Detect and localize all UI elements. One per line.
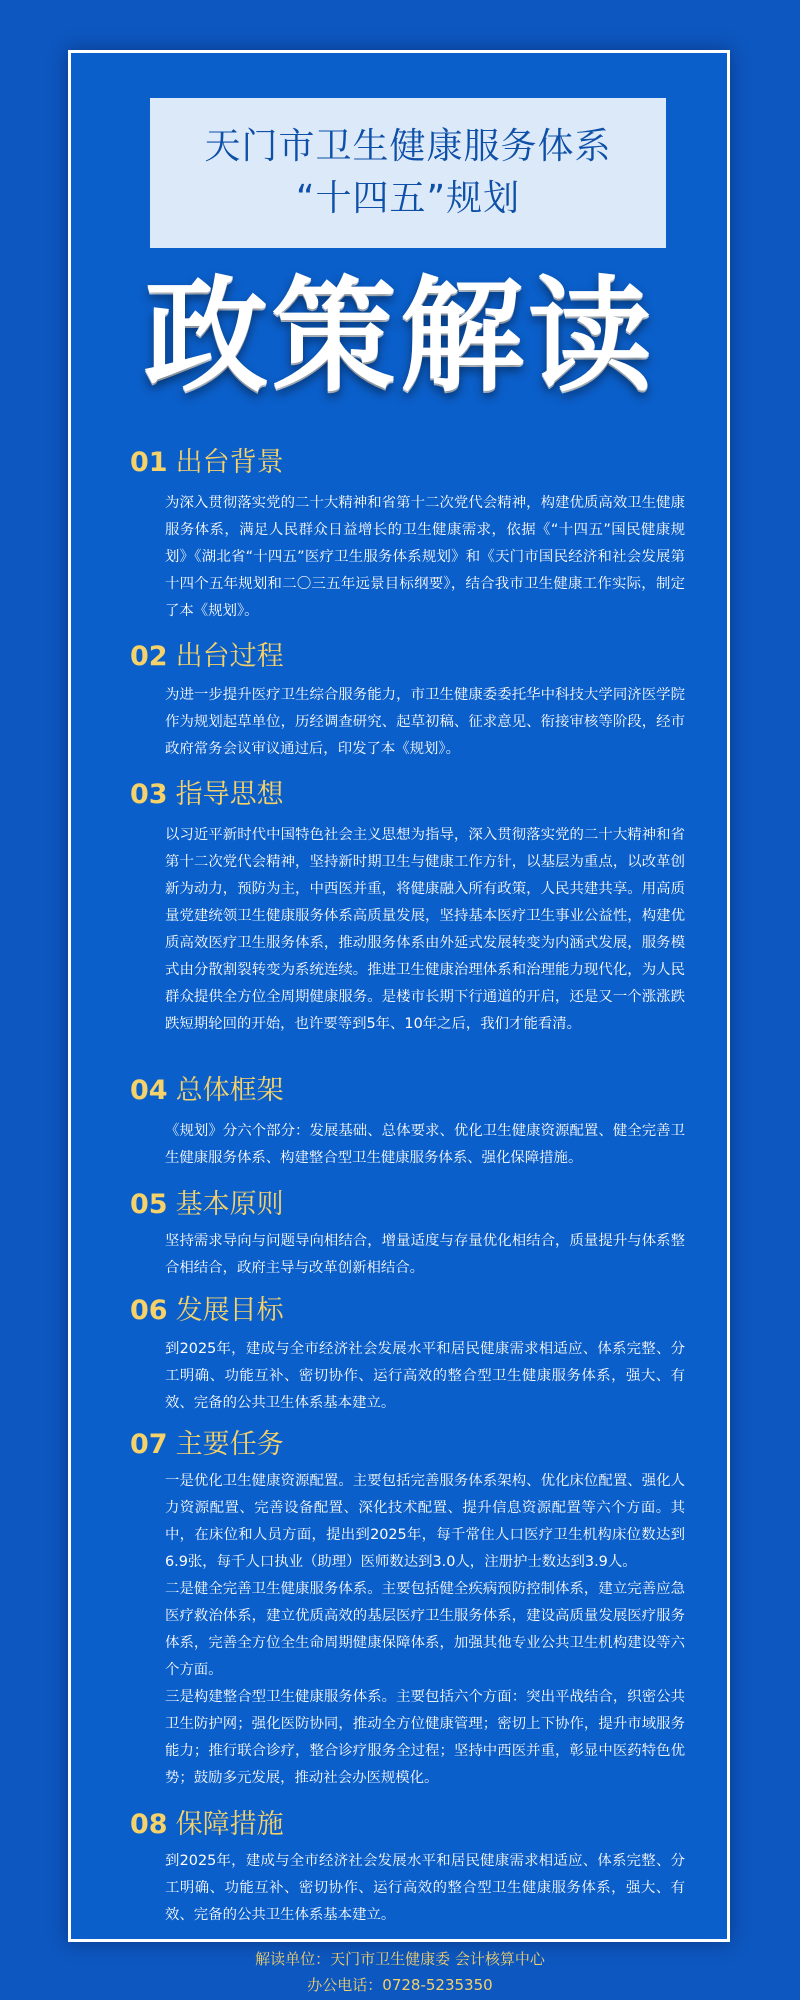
section-body-08 [165,1848,685,1929]
section-paragraph: 三是构建整合型卫生健康服务体系。主要包括六个方面：突出平战结合，织密公共卫生防护网；强化医防协同，推动全方位健康管理；密切上下协作，提升市域服务能力；推行联合诊疗，整合诊疗服务全过程；坚持中西医并重，彰显中医药特色优势；鼓励多元发展，推动社会办医规模化。 [165,1689,685,1786]
section-heading-01 [130,446,284,480]
section-paragraph: 坚持需求导向与问题导向相结合，增量适度与存量优化相结合，质量提升与体系整合相结合，政府主导与改革创新相结合。 [165,1233,685,1276]
section-title: 出台过程 [175,641,284,672]
section-title: 总体框架 [175,1075,284,1106]
section-heading-08 [130,1808,284,1842]
section-paragraph: 到2025年，建成与全市经济社会发展水平和居民健康需求相适应、体系完整、分工明确、功能互补、密切协作、运行高效的整合型卫生健康服务体系，强大、有效、完备的公共卫生体系基本建立。 [165,1853,685,1923]
section-number: 05 [130,1189,168,1220]
section-title: 指导思想 [175,779,284,810]
section-heading-07 [130,1428,284,1462]
section-body-06 [165,1336,685,1417]
section-heading-03 [130,778,284,812]
section-heading-05 [130,1188,284,1222]
section-body-04 [165,1118,685,1172]
section-number: 06 [130,1295,168,1326]
title-line-1: 天门市卫生健康服务体系 [204,126,612,167]
section-title: 主要任务 [175,1429,284,1460]
footer-unit: 解读单位：天门市卫生健康委 会计核算中心 [255,1950,545,1968]
section-paragraph: 《规划》分六个部分：发展基础、总体要求、优化卫生健康资源配置、健全完善卫生健康服务体系、构建整合型卫生健康服务体系、强化保障措施。 [165,1123,685,1166]
section-number: 02 [130,641,168,672]
section-heading-02 [130,640,284,674]
section-title: 保障措施 [175,1809,284,1840]
section-paragraph: 为深入贯彻落实党的二十大精神和省第十二次党代会精神，构建优质高效卫生健康服务体系，满足人民群众日益增长的卫生健康需求，依据《“十四五”国民健康规划》《湖北省“十四五”医疗卫生服务体系规划》和《天门市国民经济和社会发展第十四个五年规划和二〇三五年远景目标纲要》，结合我市卫生健康工作实际，制定了本《规划》。 [165,495,685,619]
section-number: 03 [130,779,168,810]
title-line-2: “十四五”规划 [295,178,521,219]
section-number: 01 [130,447,168,478]
section-heading-06 [130,1294,284,1328]
section-title: 出台背景 [175,447,284,478]
section-heading-04 [130,1074,284,1108]
section-paragraph: 为进一步提升医疗卫生综合服务能力，市卫生健康委委托华中科技大学同济医学院作为规划起草单位，历经调查研究、起草初稿、征求意见、衔接审核等阶段，经市政府常务会议审议通过后，印发了本《规划》。 [165,687,685,757]
section-paragraph: 以习近平新时代中国特色社会主义思想为指导，深入贯彻落实党的二十大精神和省第十二次党代会精神，坚持新时期卫生与健康工作方针，以基层为重点，以改革创新为动力，预防为主，中西医并重，将健康融入所有政策，人民共建共享。用高质量党建统领卫生健康服务体系高质量发展，坚持基本医疗卫生事业公益性，构建优质高效医疗卫生服务体系，推动服务体系由外延式发展转变为内涵式发展，服务模式由分散割裂转变为系统连续。推进卫生健康治理体系和治理能力现代化，为人民群众提供全方位全周期健康服务。是楼市长期下行通道的开启，还是又一个涨涨跌跌短期轮回的开始，也许要等到5年、10年之后，我们才能看清。 [165,827,685,1032]
footer [0,1946,800,1998]
section-paragraph: 一是优化卫生健康资源配置。主要包括完善服务体系架构、优化床位配置、强化人力资源配置、完善设备配置、深化技术配置、提升信息资源配置等六个方面。其中，在床位和人员方面，提出到2025年，每千常住人口医疗卫生机构床位数达到6.9张，每千人口执业（助理）医师数达到3.0人，注册护士数达到3.9人。 [165,1473,685,1570]
section-number: 07 [130,1429,168,1460]
section-body-02 [165,682,685,763]
section-title: 发展目标 [175,1295,284,1326]
footer-phone: 办公电话：0728-5235350 [307,1976,493,1994]
section-title: 基本原则 [175,1189,284,1220]
section-number: 04 [130,1075,168,1106]
section-body-03 [165,822,685,1038]
section-body-05 [165,1228,685,1282]
section-paragraph: 到2025年，建成与全市经济社会发展水平和居民健康需求相适应、体系完整、分工明确、功能互补、密切协作、运行高效的整合型卫生健康服务体系，强大、有效、完备的公共卫生体系基本建立。 [165,1341,685,1411]
section-paragraph: 二是健全完善卫生健康服务体系。主要包括健全疾病预防控制体系，建立完善应急医疗救治体系，建立优质高效的基层医疗卫生服务体系，建设高质量发展医疗服务体系，完善全方位全生命周期健康保障体系，加强其他专业公共卫生机构建设等六个方面。 [165,1581,685,1678]
title-box [150,98,666,248]
section-body-07 [165,1468,685,1792]
section-number: 08 [130,1809,168,1840]
big-title: 政策解读 [143,265,656,409]
section-body-01 [165,490,685,625]
